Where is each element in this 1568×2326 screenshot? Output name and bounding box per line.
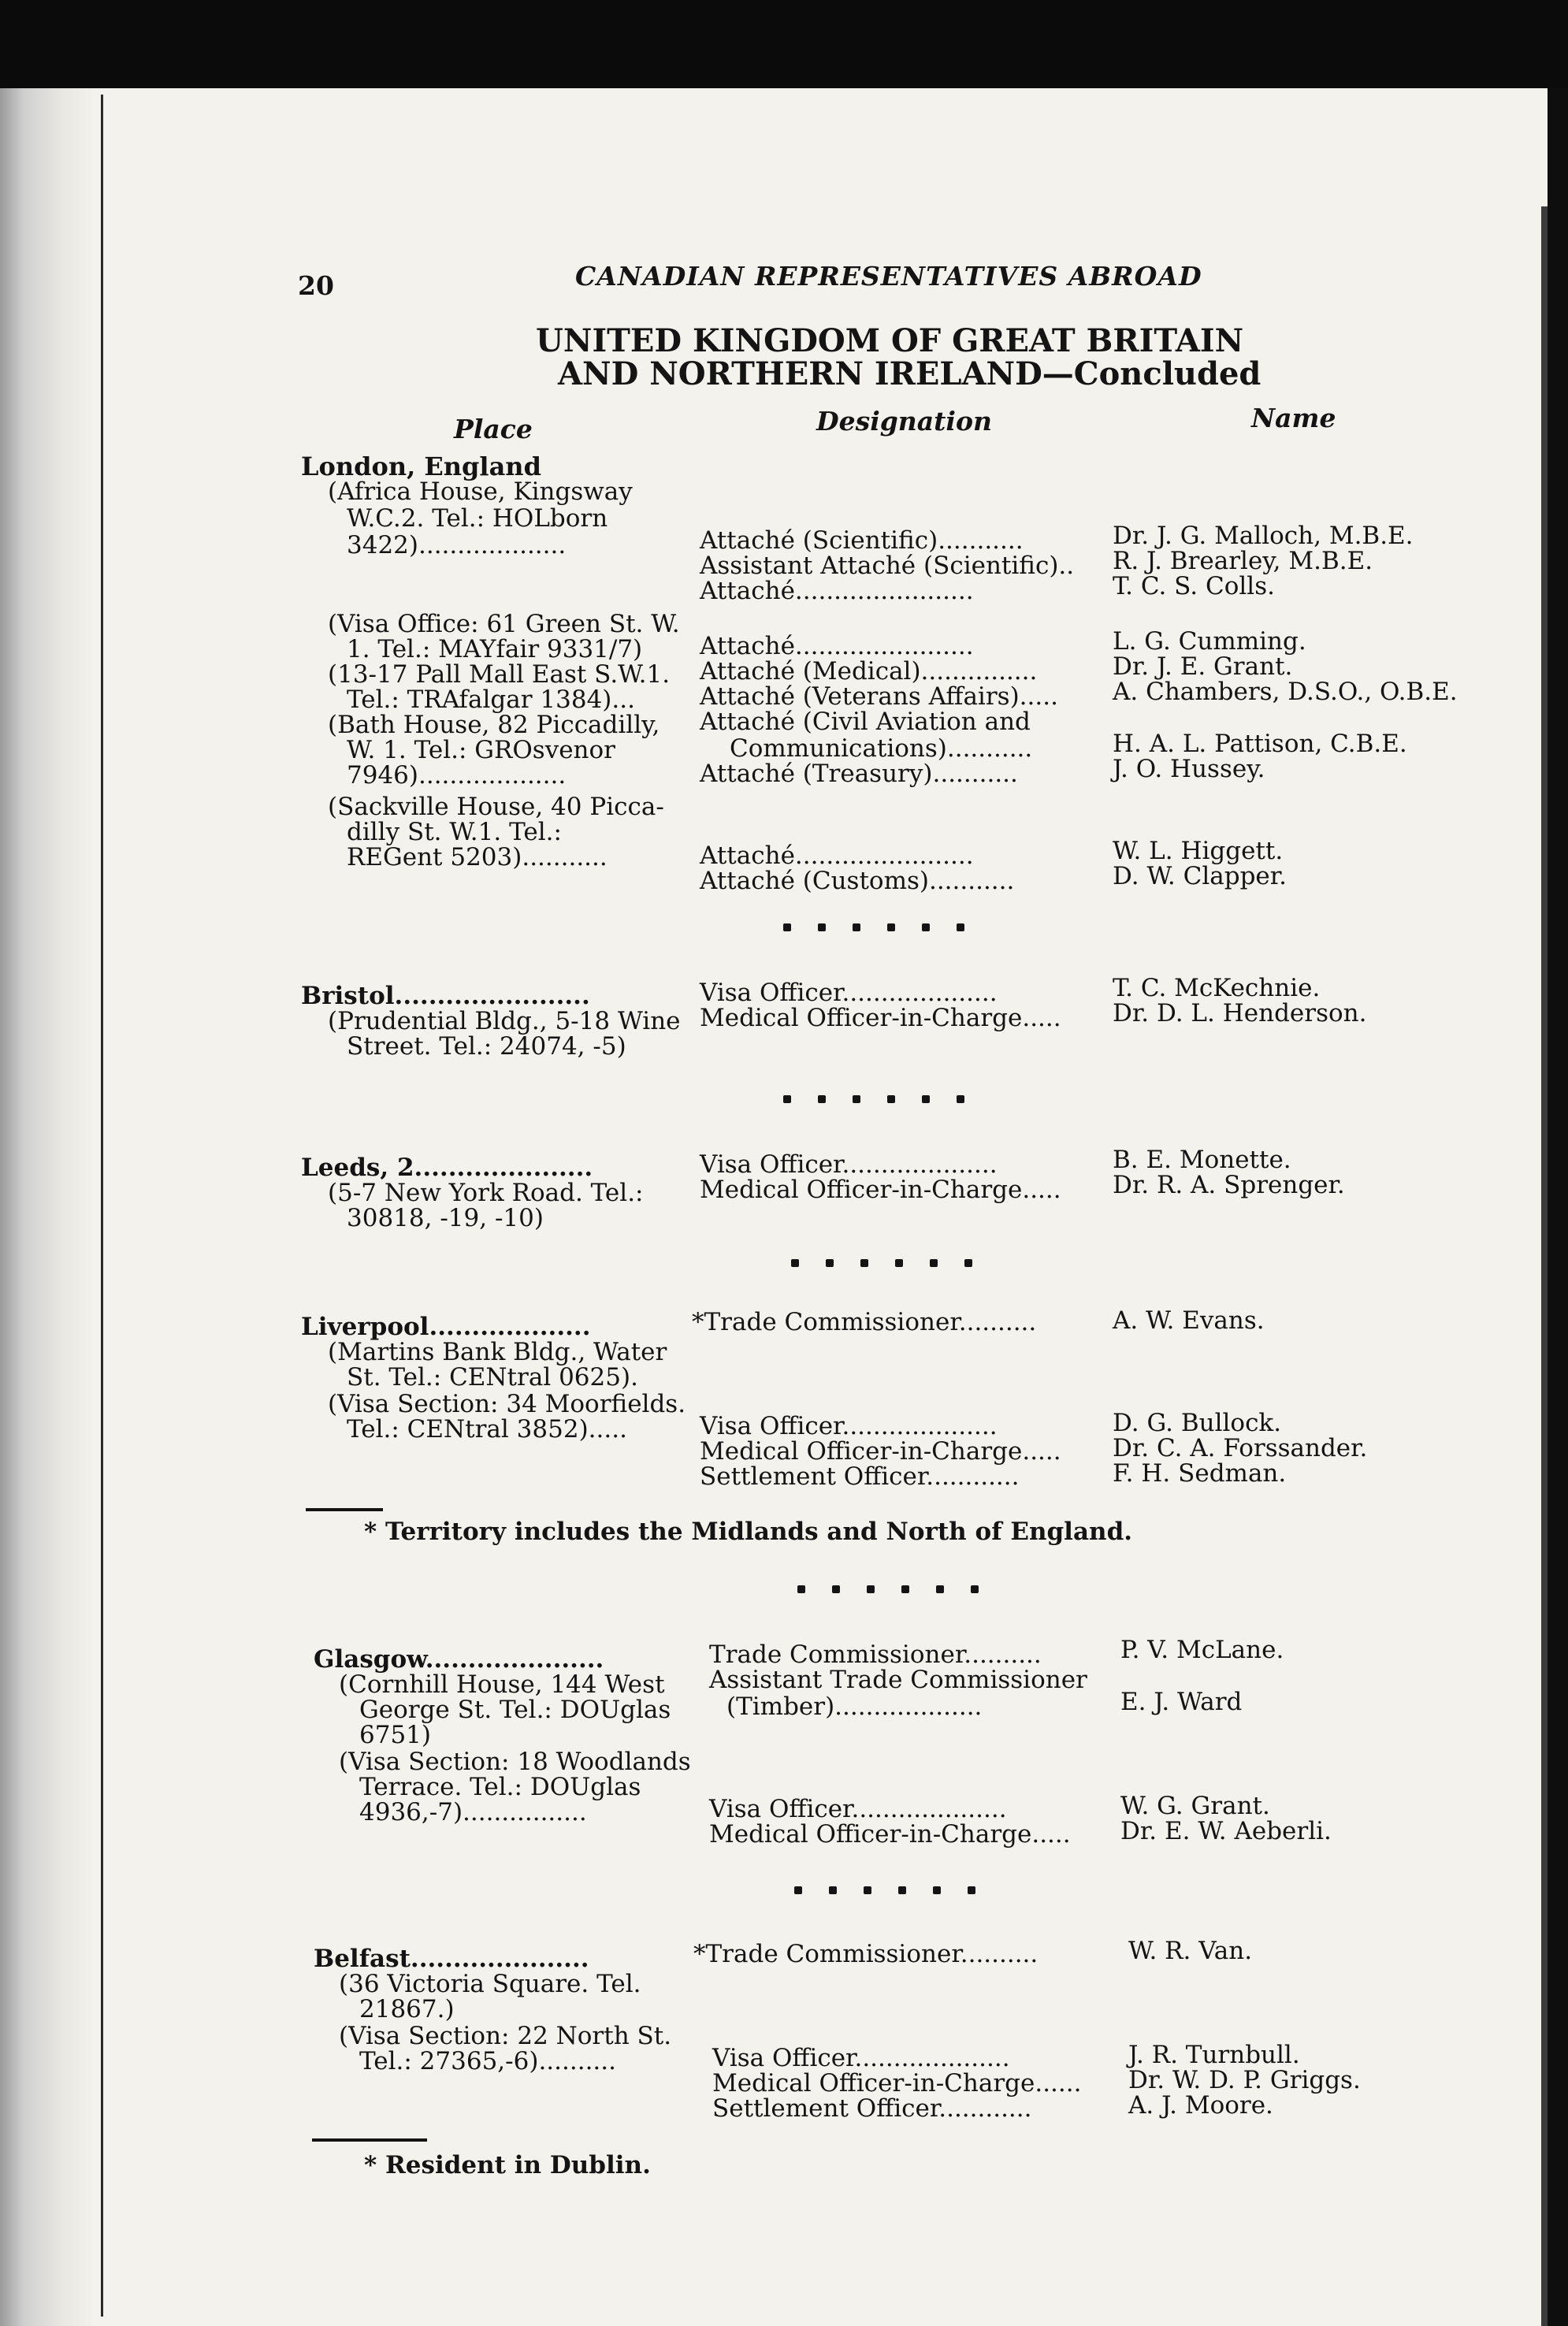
designation: Attaché (Customs)........... xyxy=(700,867,1015,895)
designation: Medical Officer-in-Charge..... xyxy=(700,1437,1061,1466)
city-leeds: Leeds, 2..................... xyxy=(301,1154,593,1182)
designation: Assistant Trade Commissioner xyxy=(709,1666,1087,1694)
designation: Visa Officer.................... xyxy=(700,1412,998,1440)
section-separator xyxy=(783,923,964,936)
designation: Attaché....................... xyxy=(700,842,974,870)
designation: Medical Officer-in-Charge..... xyxy=(709,1820,1071,1849)
footnote-rule xyxy=(312,2138,427,2142)
place-line: Tel.: TRAfalgar 1384)... xyxy=(347,686,635,714)
officer-name: A. Chambers, D.S.O., O.B.E. xyxy=(1113,678,1458,706)
designation: Medical Officer-in-Charge...... xyxy=(712,2069,1082,2097)
officer-name: B. E. Monette. xyxy=(1113,1146,1291,1174)
place-line: Street. Tel.: 24074, -5) xyxy=(347,1032,626,1061)
place-line: REGent 5203)........... xyxy=(347,843,608,871)
designation: Attaché (Medical)............... xyxy=(700,657,1038,686)
footnote: * Resident in Dublin. xyxy=(364,2151,651,2179)
place-line: Terrace. Tel.: DOUglas xyxy=(359,1773,641,1801)
officer-name: R. J. Brearley, M.B.E. xyxy=(1113,547,1373,575)
designation: Settlement Officer............ xyxy=(700,1462,1020,1491)
designation: Communications)........... xyxy=(730,734,1033,763)
footnote-rule xyxy=(306,1508,383,1511)
city-liverpool: Liverpool................... xyxy=(301,1313,591,1341)
officer-name: P. V. McLane. xyxy=(1120,1636,1284,1664)
place-line: George St. Tel.: DOUglas xyxy=(359,1696,671,1724)
officer-name: Dr. J. G. Malloch, M.B.E. xyxy=(1113,522,1414,550)
designation: Attaché (Treasury)........... xyxy=(700,760,1018,788)
designation: Medical Officer-in-Charge..... xyxy=(700,1004,1061,1032)
place-line: W.C.2. Tel.: HOLborn xyxy=(347,504,608,533)
page-title-line-1: UNITED KINGDOM OF GREAT BRITAIN xyxy=(536,322,1244,359)
officer-name: T. C. S. Colls. xyxy=(1113,572,1275,600)
section-separator xyxy=(791,1259,972,1272)
page-number: 20 xyxy=(298,270,334,301)
designation: Trade Commissioner.......... xyxy=(709,1640,1042,1669)
officer-name: L. G. Cumming. xyxy=(1113,627,1306,656)
designation: Medical Officer-in-Charge..... xyxy=(700,1176,1061,1204)
officer-name: A. J. Moore. xyxy=(1128,2091,1273,2120)
officer-name: J. O. Hussey. xyxy=(1113,755,1265,783)
place-line: (Prudential Bldg., 5-18 Wine xyxy=(328,1007,681,1035)
place-line: (Martins Bank Bldg., Water xyxy=(328,1338,667,1366)
officer-name: A. W. Evans. xyxy=(1113,1306,1265,1335)
officer-name: E. J. Ward xyxy=(1120,1688,1243,1716)
officer-name: Dr. E. W. Aeberli. xyxy=(1120,1817,1332,1845)
column-heading-designation: Designation xyxy=(816,406,992,437)
designation: Attaché (Scientific)........... xyxy=(700,526,1024,555)
designation: Attaché....................... xyxy=(700,577,974,605)
place-line: Tel.: 27365,-6).......... xyxy=(359,2047,616,2075)
city-london: London, England xyxy=(301,451,541,481)
footnote: * Territory includes the Midlands and North of England. xyxy=(364,1518,1133,1546)
place-line: St. Tel.: CENtral 0625). xyxy=(347,1363,638,1392)
city-belfast: Belfast..................... xyxy=(314,1945,589,1973)
officer-name: W. L. Higgett. xyxy=(1113,837,1284,865)
place-line: 1. Tel.: MAYfair 9331/7) xyxy=(347,635,643,663)
officer-name: H. A. L. Pattison, C.B.E. xyxy=(1113,730,1407,758)
officer-name: Dr. C. A. Forssander. xyxy=(1113,1434,1368,1462)
place-line: Tel.: CENtral 3852)..... xyxy=(347,1415,627,1444)
officer-name: F. H. Sedman. xyxy=(1113,1459,1287,1488)
officer-name: D. W. Clapper. xyxy=(1113,862,1287,890)
section-separator xyxy=(797,1585,979,1598)
designation: Settlement Officer............ xyxy=(712,2094,1032,2123)
place-line: 21867.) xyxy=(359,1995,455,2023)
officer-name: T. C. McKechnie. xyxy=(1113,974,1321,1002)
place-line: 3422)................... xyxy=(347,531,567,559)
officer-name: Dr. D. L. Henderson. xyxy=(1113,999,1367,1027)
designation: Assistant Attaché (Scientific).. xyxy=(700,552,1075,580)
place-line: (Visa Section: 34 Moorfields. xyxy=(328,1390,686,1418)
place-line: (Visa Office: 61 Green St. W. xyxy=(328,610,680,638)
column-heading-place: Place xyxy=(454,414,533,444)
designation: Visa Officer.................... xyxy=(700,1150,998,1179)
section-separator xyxy=(783,1095,964,1108)
designation: Visa Officer.................... xyxy=(712,2044,1010,2072)
designation: (Timber)................... xyxy=(726,1692,983,1721)
officer-name: W. R. Van. xyxy=(1128,1937,1253,1965)
page-title-line-2: AND NORTHERN IRELAND—Concluded xyxy=(558,355,1261,392)
officer-name: Dr. W. D. P. Griggs. xyxy=(1128,2066,1361,2094)
officer-name: Dr. J. E. Grant. xyxy=(1113,652,1293,681)
officer-name: Dr. R. A. Sprenger. xyxy=(1113,1171,1345,1199)
city-glasgow: Glasgow..................... xyxy=(314,1645,604,1674)
place-line: (5-7 New York Road. Tel.: xyxy=(328,1179,644,1207)
place-line: dilly St. W.1. Tel.: xyxy=(347,818,562,846)
designation: Visa Officer.................... xyxy=(700,979,998,1007)
designation: Attaché (Veterans Affairs)..... xyxy=(700,682,1058,711)
running-head: CANADIAN REPRESENTATIVES ABROAD xyxy=(575,261,1202,292)
section-separator xyxy=(794,1886,975,1899)
place-line: (Cornhill House, 144 West xyxy=(339,1670,665,1699)
designation: Attaché (Civil Aviation and xyxy=(700,708,1031,736)
place-line: 30818, -19, -10) xyxy=(347,1204,544,1232)
column-heading-name: Name xyxy=(1251,403,1336,433)
designation: Attaché....................... xyxy=(700,632,974,660)
designation: *Trade Commissioner.......... xyxy=(692,1308,1037,1336)
place-line: (13-17 Pall Mall East S.W.1. xyxy=(328,660,671,689)
officer-name: D. G. Bullock. xyxy=(1113,1409,1282,1437)
designation: Visa Officer.................... xyxy=(709,1795,1007,1823)
place-line: (36 Victoria Square. Tel. xyxy=(339,1970,641,1998)
place-line: (Sackville House, 40 Picca- xyxy=(328,793,664,821)
place-line: 4936,-7)................ xyxy=(359,1798,587,1826)
place-line: (Visa Section: 18 Woodlands xyxy=(339,1748,691,1776)
place-line: 7946)................... xyxy=(347,761,567,790)
officer-name: W. G. Grant. xyxy=(1120,1792,1270,1820)
place-line: (Bath House, 82 Piccadilly, xyxy=(328,711,660,739)
place-line: (Visa Section: 22 North St. xyxy=(339,2022,672,2050)
designation: *Trade Commissioner.......... xyxy=(693,1940,1039,1968)
place-line: W. 1. Tel.: GROsvenor xyxy=(347,736,615,764)
place-line: 6751) xyxy=(359,1721,431,1749)
officer-name: J. R. Turnbull. xyxy=(1128,2041,1300,2069)
place-line: (Africa House, Kingsway xyxy=(328,477,633,506)
city-bristol: Bristol....................... xyxy=(301,982,590,1010)
